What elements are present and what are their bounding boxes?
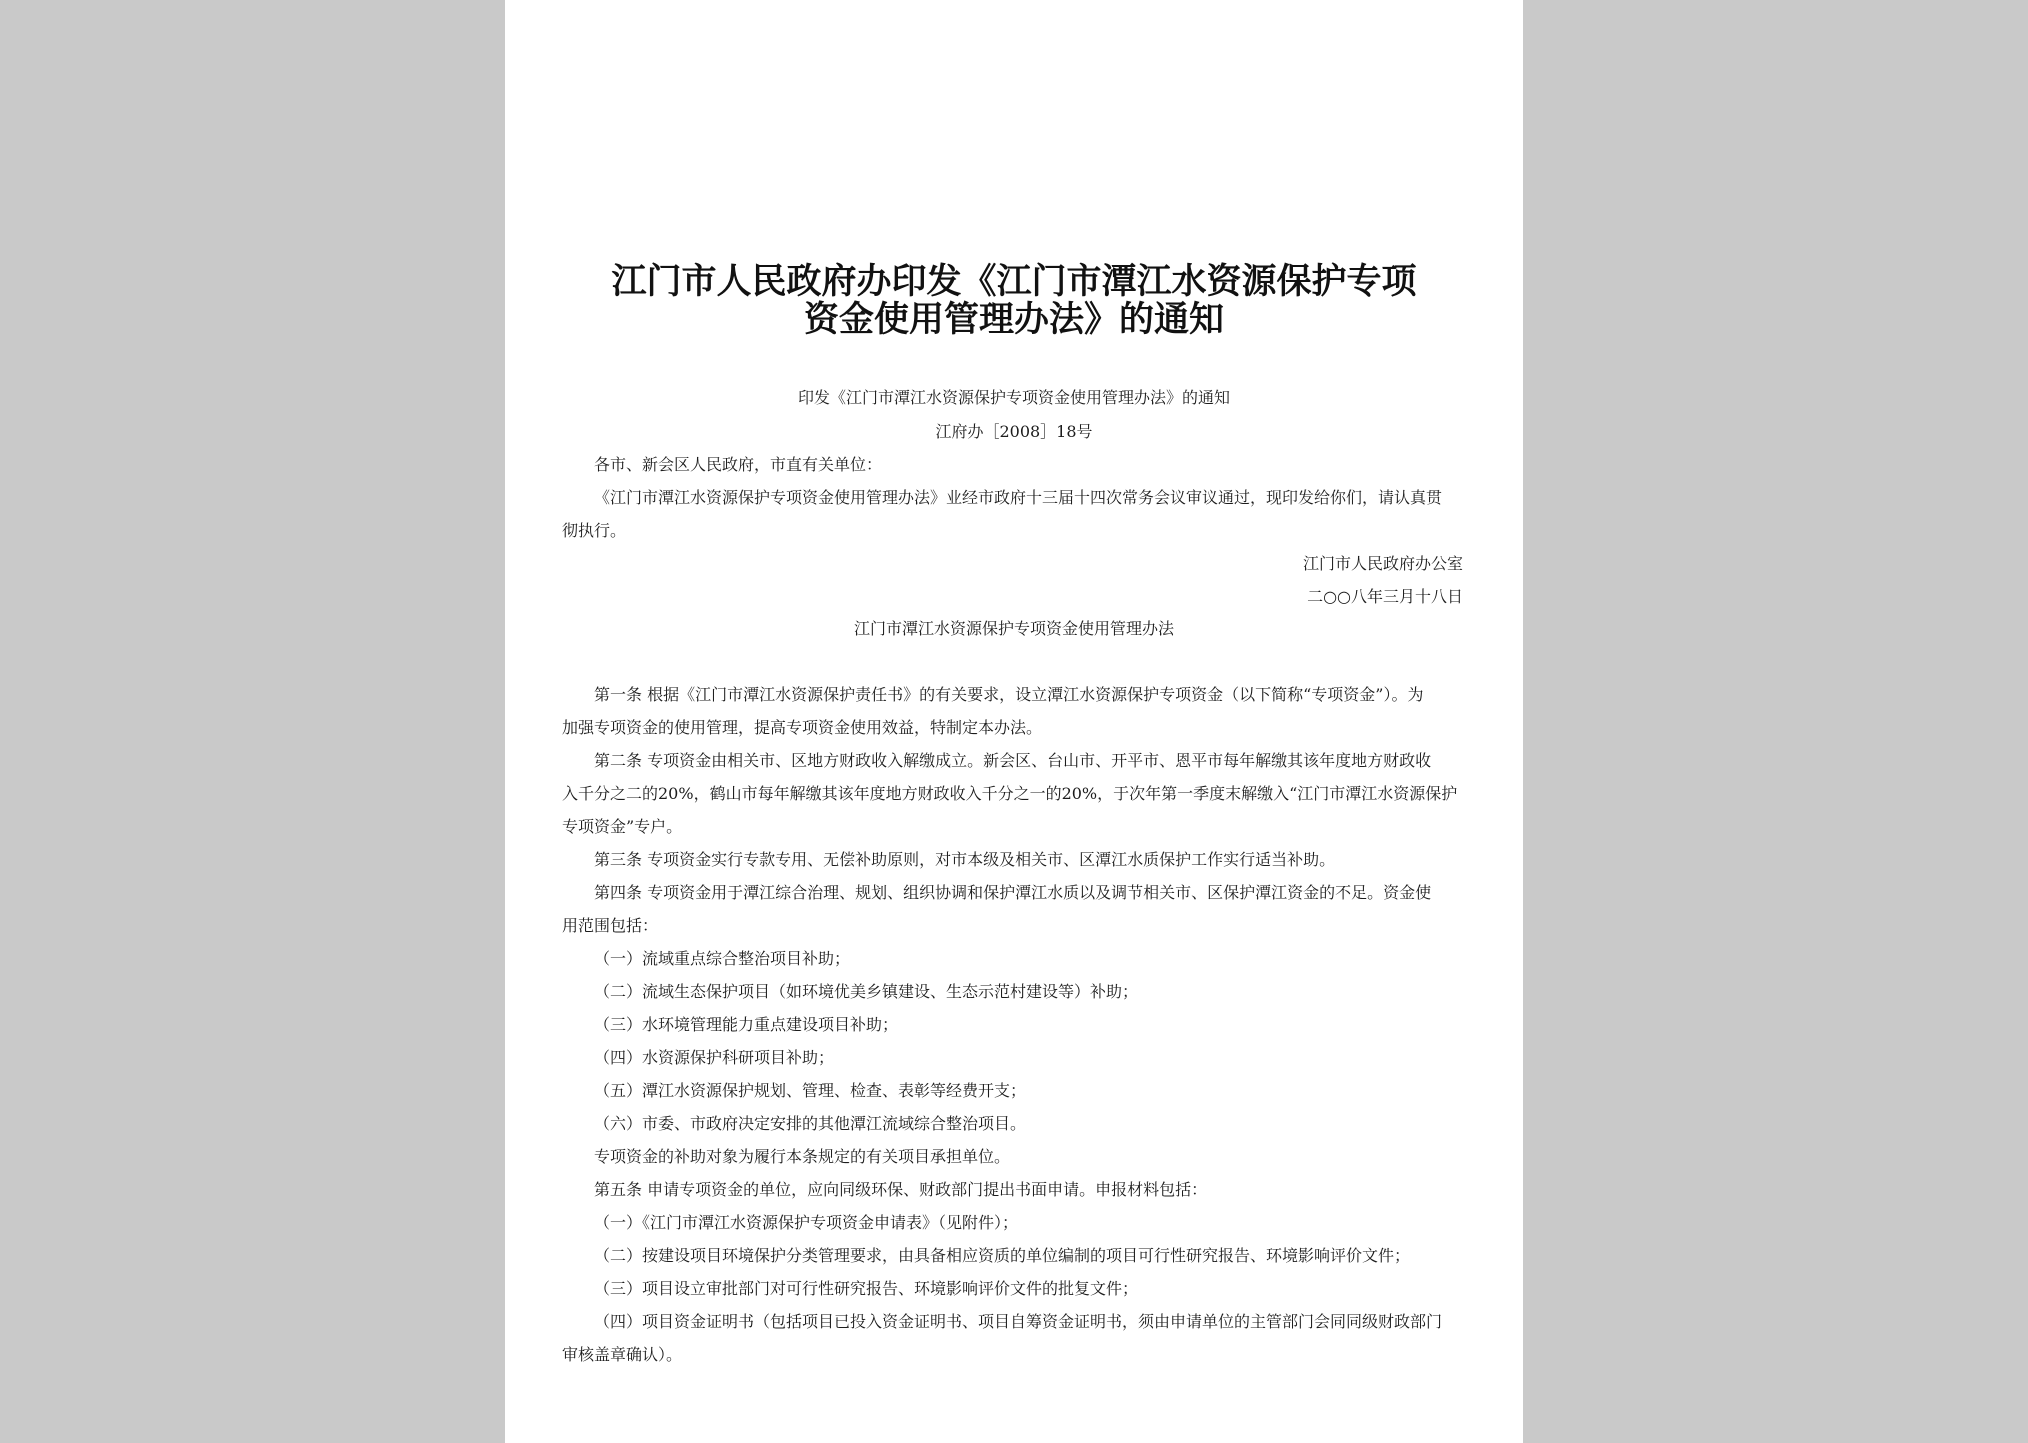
list-item: （一）流域重点综合整治项目补助； (594, 949, 851, 968)
list-item: （二）流域生态保护项目（如环境优美乡镇建设、生态示范村建设等）补助； (594, 982, 1139, 1001)
rules-title: 江门市潭江水资源保护专项资金使用管理办法 (853, 619, 1174, 638)
list-item: 审核盖章确认）。 (562, 1345, 683, 1364)
list-item: （四）水资源保护科研项目补助； (594, 1048, 835, 1067)
list-item: （三）项目设立审批部门对可行性研究报告、环境影响评价文件的批复文件； (594, 1279, 1139, 1298)
article-4-line: 第四条 专项资金用于潭江综合治理、规划、组织协调和保护潭江水质以及调节相关市、区保护潭江资金的不足。资金使 (594, 883, 1432, 902)
list-item: （四）项目资金证明书（包括项目已投入资金证明书、项目自筹资金证明书，须由申请单位的主管部门会同同级财政部门 (594, 1312, 1443, 1331)
salutation: 各市、新会区人民政府，市直有关单位： (594, 455, 883, 474)
list-item: （二）按建设项目环境保护分类管理要求，由具备相应资质的单位编制的项目可行性研究报告、环境影响评价文件； (594, 1246, 1411, 1265)
document-page (505, 0, 1523, 1443)
document-title-line2: 资金使用管理办法》的通知 (803, 300, 1224, 340)
list-item: （一）《江门市潭江水资源保护专项资金申请表》（见附件）； (594, 1213, 1019, 1232)
issuer-signature: 江门市人民政府办公室 (1302, 554, 1463, 573)
article-2-line: 入千分之二的20%，鹤山市每年解缴其该年度地方财政收入千分之一的20%，于次年第一季度末解缴入“江门市潭江水资源保护 (562, 784, 1458, 803)
article-4-note: 专项资金的补助对象为履行本条规定的有关项目承担单位。 (594, 1147, 1011, 1166)
article-1-line: 加强专项资金的使用管理，提高专项资金使用效益，特制定本办法。 (562, 718, 1043, 737)
list-item: （三）水环境管理能力重点建设项目补助； (594, 1015, 899, 1034)
article-2-line: 专项资金”专户。 (562, 817, 683, 836)
article-5: 第五条 申请专项资金的单位，应向同级环保、财政部门提出书面申请。申报材料包括： (594, 1180, 1208, 1199)
list-item: （五）潭江水资源保护规划、管理、检查、表彰等经费开支； (594, 1081, 1027, 1100)
article-2-line: 第二条 专项资金由相关市、区地方财政收入解缴成立。新会区、台山市、开平市、恩平市每年解缴其该年度地方财政收 (594, 751, 1432, 770)
list-item: （六）市委、市政府决定安排的其他潭江流域综合整治项目。 (594, 1114, 1027, 1133)
document-title-line1: 江门市人民政府办印发《江门市潭江水资源保护专项 (611, 262, 1417, 302)
body-text-line: 《江门市潭江水资源保护专项资金使用管理办法》业经市政府十三届十四次常务会议审议通过，现印发给你们，请认真贯 (594, 488, 1443, 507)
body-text-line: 彻执行。 (562, 521, 627, 540)
document-number: 江府办［2008］18号 (935, 422, 1093, 441)
issue-date: 二○○八年三月十八日 (1307, 587, 1463, 606)
article-4-line: 用范围包括： (562, 916, 659, 935)
article-3: 第三条 专项资金实行专款专用、无偿补助原则，对市本级及相关市、区潭江水质保护工作实行适当补助。 (594, 850, 1336, 869)
notice-subtitle: 印发《江门市潭江水资源保护专项资金使用管理办法》的通知 (797, 388, 1230, 407)
article-1-line: 第一条 根据《江门市潭江水资源保护责任书》的有关要求，设立潭江水资源保护专项资金（以下简称“专项资金”）。为 (594, 685, 1424, 704)
